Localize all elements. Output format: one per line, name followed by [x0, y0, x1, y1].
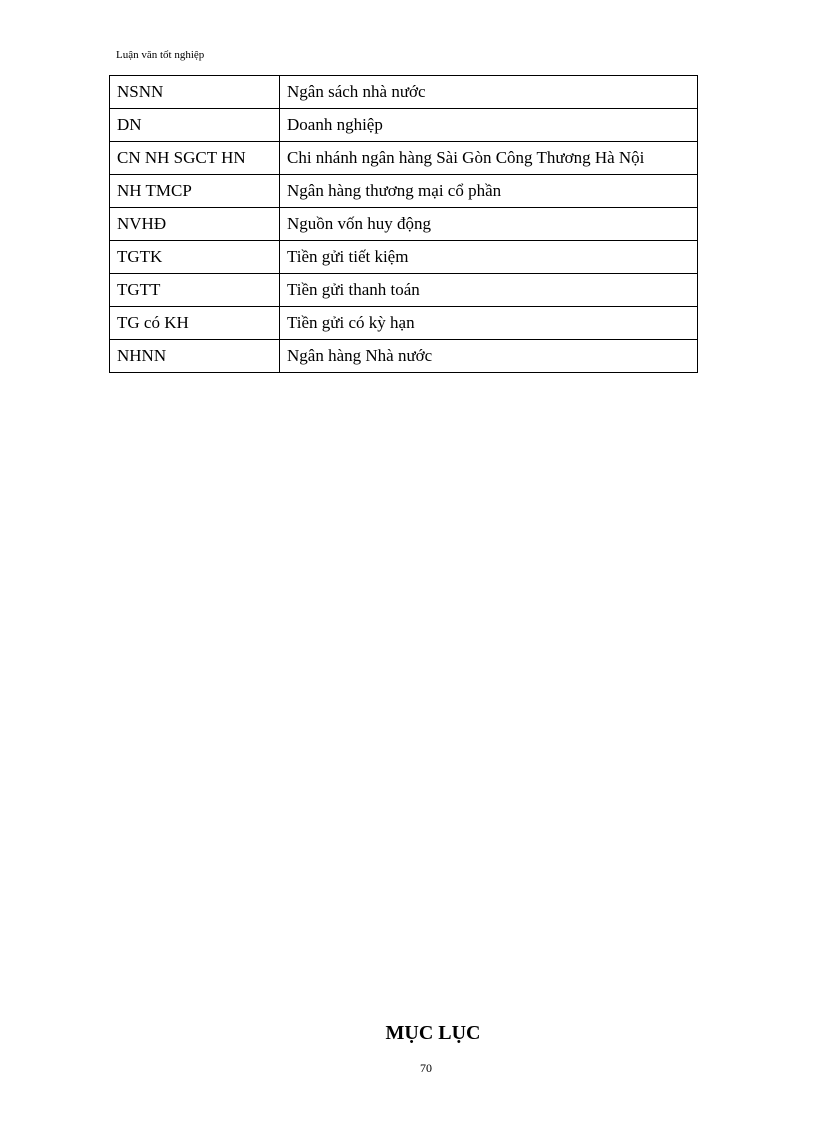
- table-row: [110, 340, 698, 373]
- definition-cell: Nguồn vốn huy động: [280, 208, 698, 241]
- abbreviation-cell: TGTK: [110, 241, 280, 274]
- table-row: [110, 76, 698, 109]
- abbreviation-table: [109, 75, 698, 373]
- table-row: [110, 274, 698, 307]
- abbreviation-cell: NSNN: [110, 76, 280, 109]
- definition-cell: Tiền gửi có kỳ hạn: [280, 307, 698, 340]
- definition-cell: Tiền gửi tiết kiệm: [280, 241, 698, 274]
- table-row: [110, 109, 698, 142]
- table-row: [110, 142, 698, 175]
- abbreviation-cell: TG có KH: [110, 307, 280, 340]
- abbreviation-cell: TGTT: [110, 274, 280, 307]
- table-row: [110, 307, 698, 340]
- running-header: Luận văn tốt nghiệp: [116, 49, 205, 61]
- abbreviation-cell: NH TMCP: [110, 175, 280, 208]
- table-row: [110, 175, 698, 208]
- abbreviation-cell: NHNN: [110, 340, 280, 373]
- abbreviation-cell: NVHĐ: [110, 208, 280, 241]
- definition-cell: Ngân hàng Nhà nước: [280, 340, 698, 373]
- definition-cell: Tiền gửi thanh toán: [280, 274, 698, 307]
- table-row: [110, 208, 698, 241]
- definition-cell: Chi nhánh ngân hàng Sài Gòn Công Thương Hà Nội: [280, 142, 698, 175]
- toc-heading: MỤC LỤC: [385, 1022, 481, 1044]
- table-row: [110, 241, 698, 274]
- abbreviation-cell: DN: [110, 109, 280, 142]
- abbreviation-cell: CN NH SGCT HN: [110, 142, 280, 175]
- page-number: 70: [420, 1061, 432, 1075]
- definition-cell: Ngân sách nhà nước: [280, 76, 698, 109]
- definition-cell: Doanh nghiệp: [280, 109, 698, 142]
- definition-cell: Ngân hàng thương mại cổ phần: [280, 175, 698, 208]
